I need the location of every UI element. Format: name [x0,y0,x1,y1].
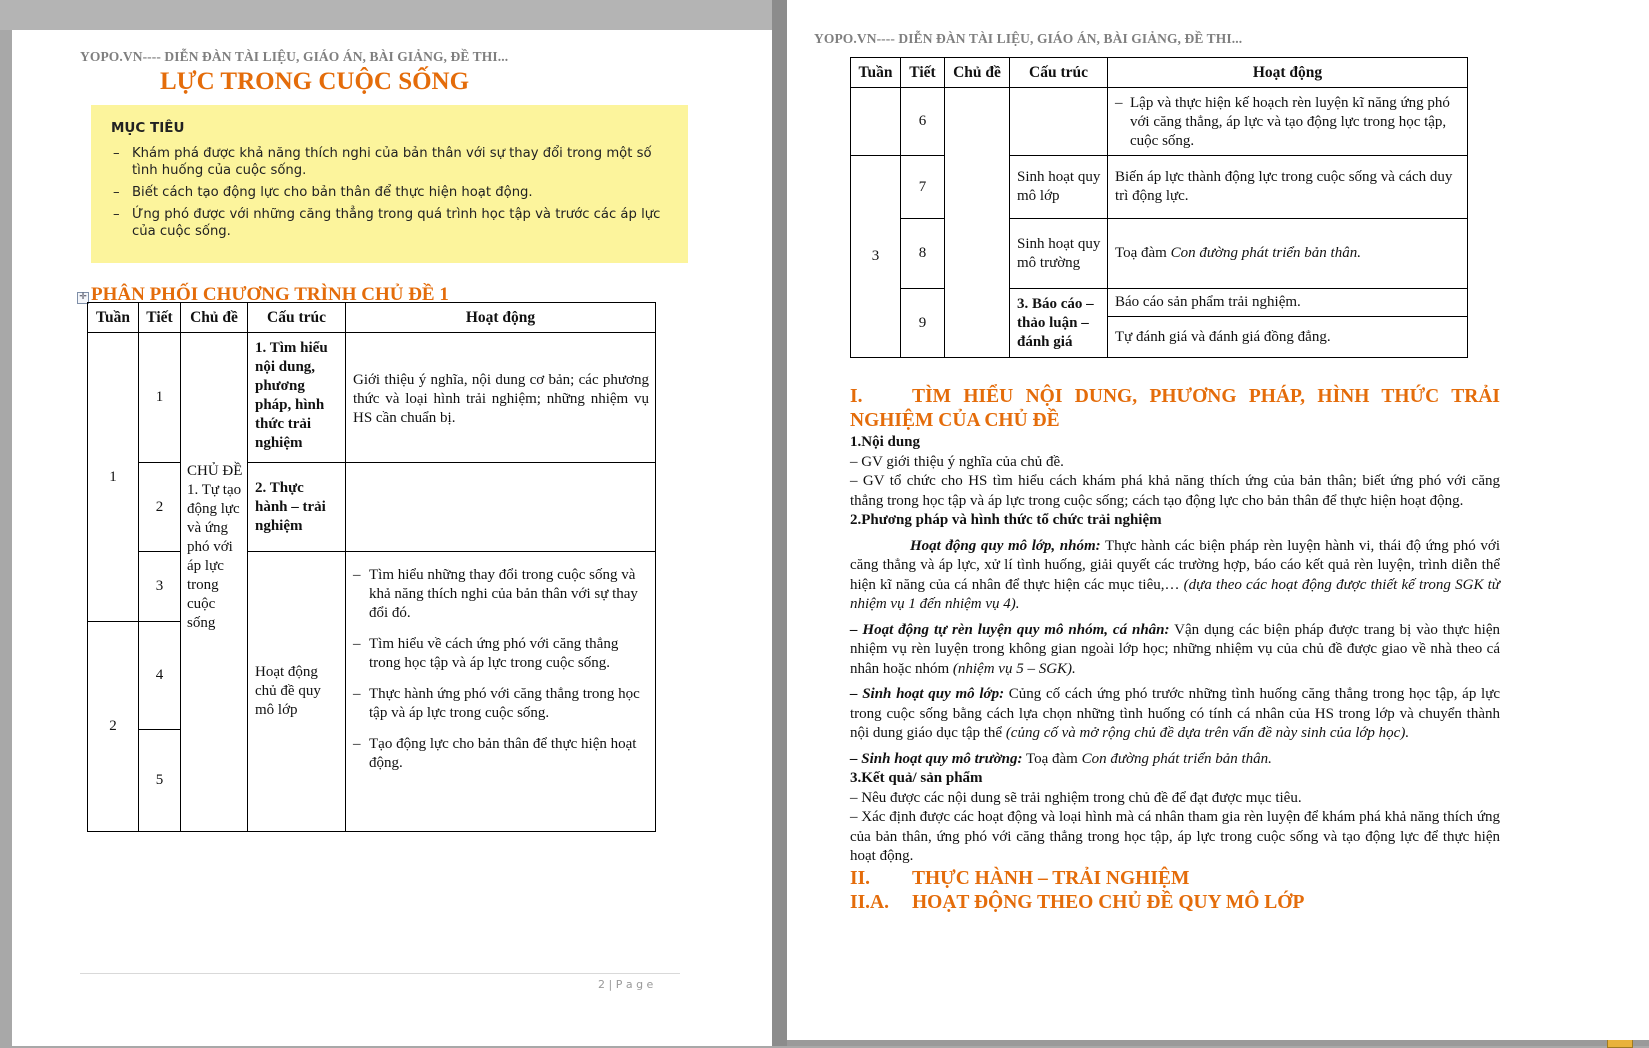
paragraph [850,685,1500,744]
method-label: – Hoạt động tự rèn luyện quy mô nhóm, cá nhân: [850,621,1170,638]
method-text: Thực hành các biện pháp rèn luyện hành vi, thái độ ứng phó với căng thẳng và áp lực, xử lí tình huống, giải quyết các trường hợp, báo cáo kết quả rèn luyện, trình diễn thể hiện kĩ năng của cá nhân để thực hiện các mục tiêu,… [850,537,1500,593]
week-cell: 1 [88,333,139,622]
section-heading-text: TÌM HIỂU NỘI DUNG, PHƯƠNG PHÁP, HÌNH THỨC TRẢI NGHIỆM CỦA CHỦ ĐỀ [850,386,1500,431]
section-heading-2 [850,867,1500,891]
schedule-table [87,302,656,832]
method-note: (nhiệm vụ 5 – SGK). [952,660,1076,677]
week-cell: 3 [851,156,901,358]
page-gap [772,0,787,1046]
paragraph: – Nêu được các nội dung sẽ trải nghiệm trong chủ đề để đạt được mục tiêu. [850,789,1302,806]
method-text: Vận dụng các biện pháp được trang bị vào thực hiện nhiệm vụ rèn luyện trong không gian ngoài lớp học; những nhiệm vụ của chủ đề được giao về nhà theo cá nhân hoặc nhóm [850,621,1500,677]
structure-cell: Hoạt động chủ đề quy mô lớp [248,552,346,832]
document-page-right [787,0,1649,1040]
col-header-activity: Hoạt động [346,303,656,333]
objectives-list [111,145,671,245]
paragraph: – GV giới thiệu ý nghĩa của chủ đề. [850,453,1064,470]
subheading-method: 2.Phương pháp và hình thức tổ chức trải nghiệm [850,512,1162,528]
week-cell: 2 [88,622,139,832]
activity-text-italic: Con đường phát triển bản thân. [1170,245,1361,261]
activity-cell: Biến áp lực thành động lực trong cuộc sống và cách duy trì động lực. [1108,156,1468,219]
paragraph: – GV tổ chức cho HS tìm hiểu cách khám phá khả năng thích ứng của bản thân; biết ứng phó với căng thẳng trong học tập và áp lực trong cuộc sống; cách tạo động lực cho bản thân để thực hiện hoạt động. [850,473,1500,509]
method-note: (củng cố và mở rộng chủ đề dựa trên vấn đề này sinh của lớp học). [1005,725,1410,741]
section-number: II. [850,867,871,889]
period-cell: 5 [139,730,181,832]
method-note: Con đường phát triển bản thân. [1081,750,1272,767]
period-cell: 6 [901,88,945,156]
col-header-topic: Chủ đề [945,58,1010,88]
page-header: YOPO.VN---- DIỄN ĐÀN TÀI LIỆU, GIÁO ÁN, BÀI GIẢNG, ĐỀ THI... [80,49,509,64]
activity-item: – Tìm hiểu về cách ứng phó với căng thẳng trong học tập và áp lực trong cuộc sống. [353,635,649,673]
activity-item: – Thực hành ứng phó với căng thẳng trong học tập và áp lực trong cuộc sống. [353,685,649,723]
method-text: Toạ đàm [1022,750,1082,767]
table-header-row [88,303,656,333]
col-header-period: Tiết [901,58,945,88]
structure-cell: 1. Tìm hiểu nội dung, phương pháp, hình thức trải nghiệm [248,333,346,463]
document-page-left [12,30,772,1046]
structure-cell: 2. Thực hành – trải nghiệm [248,463,346,552]
col-header-structure: Cấu trúc [248,303,346,333]
activity-item: – Lập và thực hiện kế hoạch rèn luyện kĩ năng ứng phó với căng thẳng, áp lực và tạo động lực trong học tập, cuộc sống. [1115,94,1461,151]
document-title: LỰC TRONG CUỘC SỐNG [160,68,470,95]
section-heading-text: HOẠT ĐỘNG THEO CHỦ ĐỀ QUY MÔ LỚP [912,891,1305,913]
period-cell: 4 [139,622,181,730]
structure-cell: 3. Báo cáo – thảo luận – đánh giá [1010,289,1108,358]
period-cell: 7 [901,156,945,219]
table-row [88,463,656,552]
activity-item: – Tìm hiểu những thay đổi trong cuộc sống và khả năng thích nghi của bản thân với sự thay đổi đó. [353,566,649,623]
topic-cell: CHỦ ĐỀ 1. Tự tạo động lực và ứng phó với áp lực trong cuộc sống [181,333,248,832]
method-text: Củng cố cách ứng phó trước những tình huống căng thẳng trong học tập, áp lực trong cuộc sống bằng cách lựa chọn những tình huống có tính cá nhân của HS trong lớp và chuyển thành nội dung giáo dục tập thể [850,686,1500,741]
page-number: 2 | P a g e [598,978,654,991]
col-header-week: Tuần [88,303,139,333]
structure-cell: Sinh hoạt quy mô lớp [1010,156,1108,219]
paragraph: – Xác định được các hoạt động và loại hình mà cá nhân tham gia rèn luyện để khám phá khả năng thích ứng của bản thân, ứng phó với căng thẳng trong học tập, áp lực trong cuộc sống và tạo động lực để thực hiện hoạt động. [850,809,1500,864]
structure-cell-empty [1010,88,1108,156]
objectives-box [91,105,688,263]
section-number: II.A. [850,891,890,913]
objectives-heading: MỤC TIÊU [111,120,185,136]
activity-cell [1108,88,1468,156]
method-note: (dựa theo các hoạt động được thiết kế trong SGK từ nhiệm vụ 1 đến nhiệm vụ 4). [850,576,1500,612]
section-heading-2a [850,891,1500,915]
table-row [851,289,1468,317]
table-row [88,552,656,622]
col-header-topic: Chủ đề [181,303,248,333]
table-row [851,219,1468,289]
period-cell: 2 [139,463,181,552]
activity-item: – Tạo động lực cho bản thân để thực hiện hoạt động. [353,735,649,773]
activity-cell-empty [346,463,656,552]
activity-cell [1108,219,1468,289]
table-row [851,88,1468,156]
section-heading-1 [850,385,1500,433]
col-header-period: Tiết [139,303,181,333]
section-heading-text: THỰC HÀNH – TRẢI NGHIỆM [912,867,1190,889]
activity-cell: Tự đánh giá và đánh giá đồng đẳng. [1108,317,1468,358]
period-cell: 3 [139,552,181,622]
paragraph [850,537,1500,615]
topic-cell-empty [945,88,1010,358]
table-row [851,156,1468,219]
activity-text: Toạ đàm [1115,245,1171,261]
page-header: YOPO.VN---- DIỄN ĐÀN TÀI LIỆU, GIÁO ÁN, BÀI GIẢNG, ĐỀ THI... [814,31,1243,46]
method-label: – Sinh hoạt quy mô trường: [850,750,1023,767]
subheading-content: 1.Nội dung [850,434,921,450]
period-cell: 1 [139,333,181,463]
status-bar [787,1040,1649,1046]
activity-cell [346,552,656,832]
col-header-structure: Cấu trúc [1010,58,1108,88]
col-header-week: Tuần [851,58,901,88]
week-cell-empty [851,88,901,156]
section-title: PHÂN PHỐI CHƯƠNG TRÌNH CHỦ ĐỀ 1 [91,284,449,305]
activity-cell: Giới thiệu ý nghĩa, nội dung cơ bản; các phương thức và loại hình trải nghiệm; những nhiệm vụ HS cần chuẩn bị. [346,333,656,463]
period-cell: 8 [901,219,945,289]
period-cell: 9 [901,289,945,358]
footer-rule [80,973,680,974]
document-body [850,385,1500,915]
table-header-row [851,58,1468,88]
table-row [88,333,656,463]
schedule-table-continued [850,57,1468,358]
method-label: – Sinh hoạt quy mô lớp: [850,686,1005,702]
col-header-activity: Hoạt động [1108,58,1468,88]
paragraph [850,621,1500,680]
window-top-strip [0,0,772,30]
activity-cell: Báo cáo sản phẩm trải nghiệm. [1108,289,1468,317]
structure-cell: Sinh hoạt quy mô trường [1010,219,1108,289]
paragraph [850,750,1500,770]
method-label: Hoạt động quy mô lớp, nhóm: [910,537,1101,554]
objective-item: – Biết cách tạo động lực cho bản thân để thực hiện hoạt động. [111,184,671,201]
section-number: I. [850,386,863,407]
objective-item: – Ứng phó được với những căng thẳng trong quá trình học tập và trước các áp lực của cuộc sống. [111,206,671,240]
objective-item: – Khám phá được khả năng thích nghi của bản thân với sự thay đổi trong một số tình huống của cuộc sống. [111,145,671,179]
table-move-handle-icon[interactable]: ✛ [77,292,89,304]
subheading-result: 3.Kết quả/ sản phẩm [850,770,983,786]
